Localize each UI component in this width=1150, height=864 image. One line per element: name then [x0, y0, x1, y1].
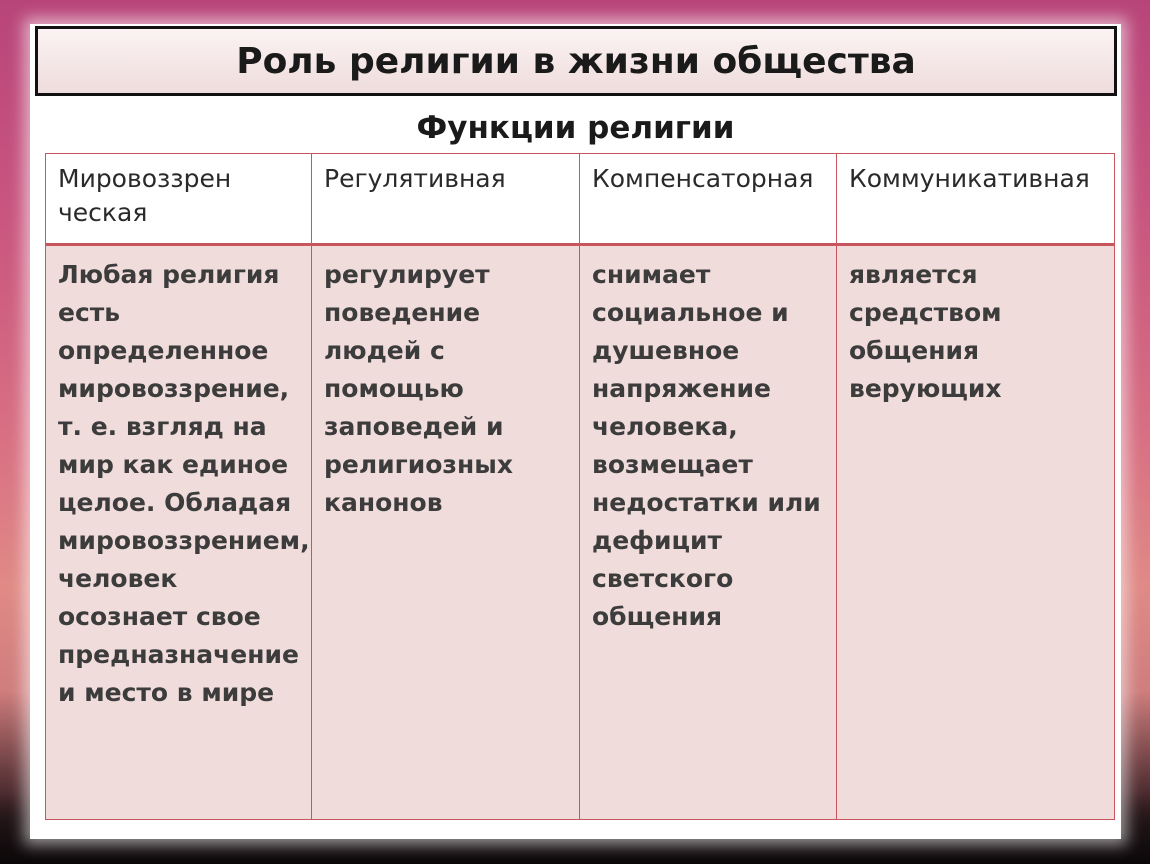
- header-regulative: Регулятивная: [312, 154, 580, 245]
- cell-worldview: Любая религия есть определенное мировоззрение, т. е. взгляд на мир как единое целое. Обладая мировоззрением, человек осознает свое предназначение и место в мире: [46, 245, 312, 820]
- functions-table: [45, 153, 1115, 820]
- header-compensatory: Компенсаторная: [580, 154, 837, 245]
- table-subtitle: Функции религии: [416, 110, 735, 146]
- table-header-row: [46, 154, 1115, 245]
- table-row: [46, 245, 1115, 820]
- cell-communicative: является средством общения верующих: [837, 245, 1115, 820]
- header-communicative: Коммуникативная: [837, 154, 1115, 245]
- cell-compensatory: снимает социальное и душевное напряжение человека, возмещает недостатки или дефицит светского общения: [580, 245, 837, 820]
- cell-regulative: регулирует поведение людей с помощью заповедей и религиозных канонов: [312, 245, 580, 820]
- header-worldview: Мировоззрен ческая: [46, 154, 312, 245]
- slide-title: Роль религии в жизни общества: [236, 40, 916, 82]
- title-box: [35, 26, 1117, 96]
